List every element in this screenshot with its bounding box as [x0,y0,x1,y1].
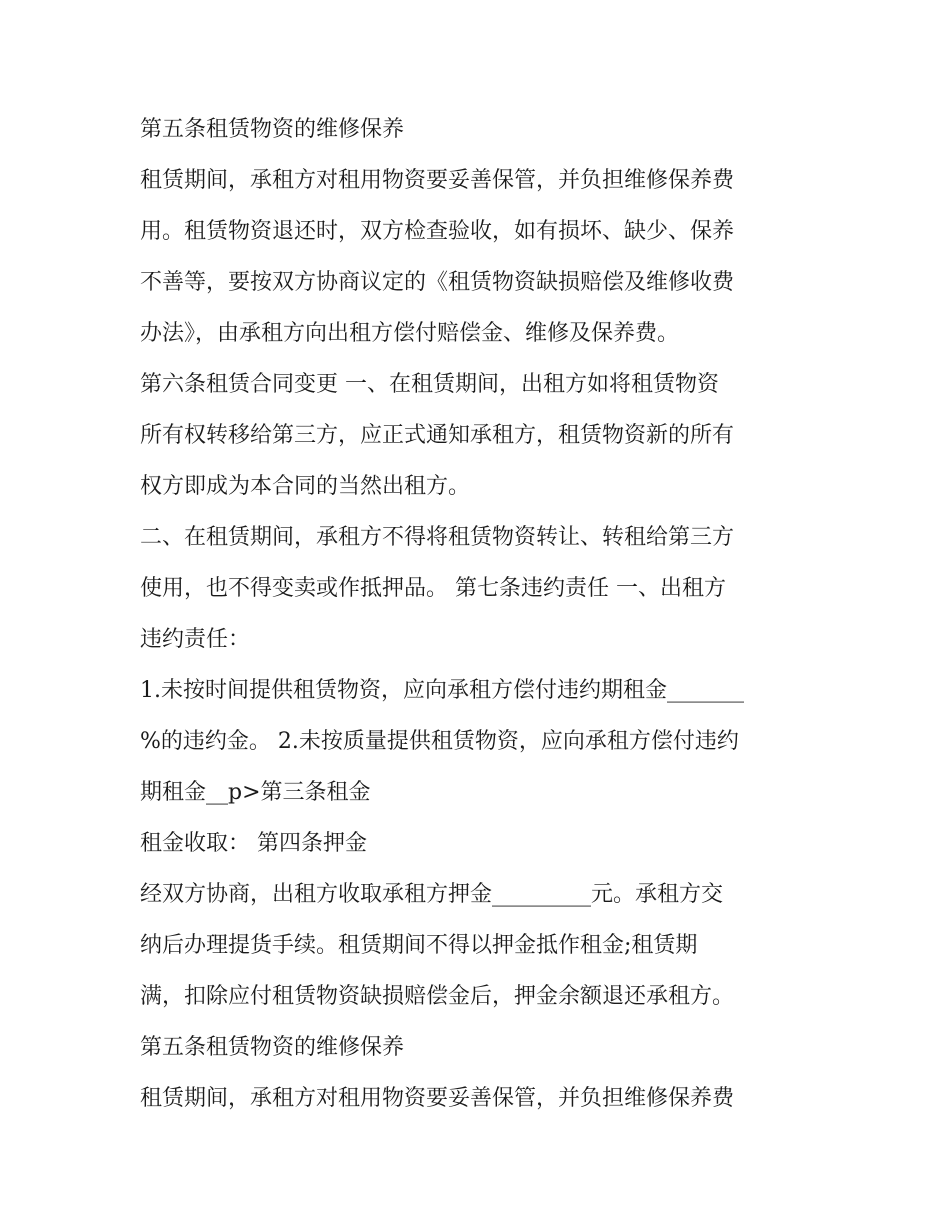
paragraph-line: 租赁期间，承租方对租用物资要妥善保管，并负担维修保养费 [140,1086,735,1111]
paragraph-line: 不善等，要按双方协商议定的《租赁物资缺损赔偿及维修收费 [140,270,735,295]
paragraph-line: 1.未按时间提供租赁物资，应向承租方偿付违约期租金_______ [140,678,744,703]
section-heading: 第六条租赁合同变更 一、在租赁期间，出租方如将租赁物资 [140,372,719,397]
section-heading: 第五条租赁物资的维修保养 [140,117,405,142]
paragraph-line: 二、在租赁期间，承租方不得将租赁物资转让、转租给第三方 [140,525,735,550]
paragraph-line: 满，扣除应付租赁物资缺损赔偿金后，押金余额退还承租方。 [140,984,735,1009]
paragraph-line: 办法》，由承租方向出租方偿付赔偿金、维修及保养费。 [140,321,680,346]
section-heading: 第五条租赁物资的维修保养 [140,1035,405,1060]
paragraph-line: 违约责任： [140,627,251,652]
paragraph-line: 期租金__p>第三条租金 [140,780,371,805]
document-body [140,104,820,1124]
paragraph-line: 用。租赁物资退还时，双方检查验收，如有损坏、缺少、保养 [140,219,735,244]
paragraph-line: 权方即成为本合同的当然出租方。 [140,474,471,499]
paragraph-line: 经双方协商，出租方收取承租方押金_________元。承租方交 [140,882,724,907]
paragraph-line: %的违约金。 2.未按质量提供租赁物资，应向承租方偿付违约 [140,729,739,754]
paragraph-line: 租赁期间，承租方对租用物资要妥善保管，并负担维修保养费 [140,168,735,193]
paragraph-line: 所有权转移给第三方，应正式通知承租方，租赁物资新的所有 [140,423,735,448]
section-heading: 租金收取： 第四条押金 [140,831,367,856]
paragraph-line: 使用，也不得变卖或作抵押品。 第七条违约责任 一、出租方 [140,576,726,601]
paragraph-line: 纳后办理提货手续。租赁期间不得以押金抵作租金;租赁期 [140,933,698,958]
